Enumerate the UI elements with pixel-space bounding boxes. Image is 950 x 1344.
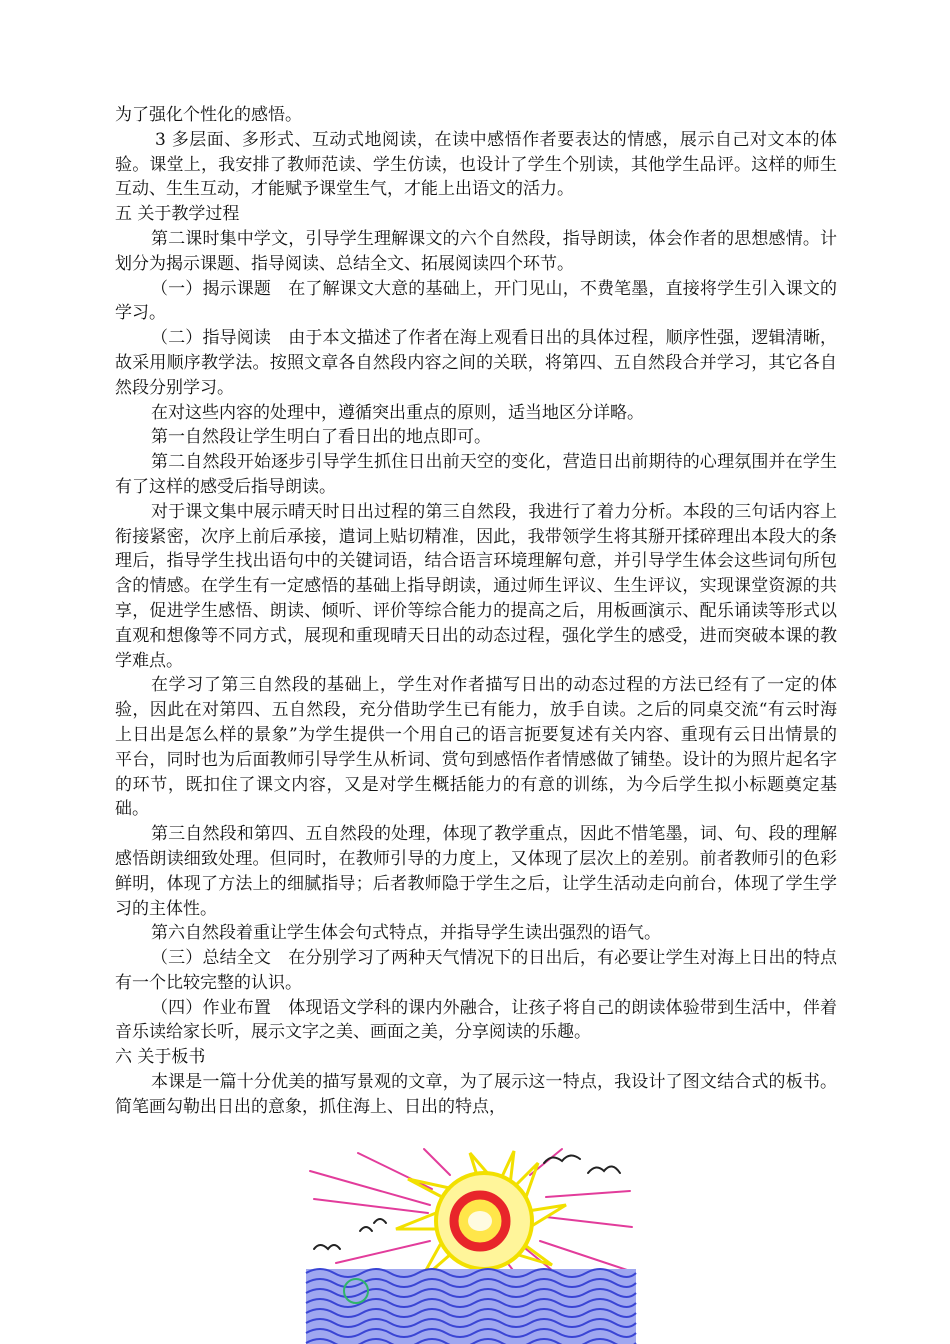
section-heading-blackboard: 六 关于板书 — [115, 1047, 206, 1068]
paragraph-emphasis: 在对这些内容的处理中，遵循突出重点的原则，适当地区分详略。 — [151, 402, 644, 423]
paragraph-homework: （四）作业布置 体现语文学科的课内外融合，让孩子将自己的朗读体验带到生活中，伴着音乐读给家长听，展示文字之美、画面之美，分享阅读的乐趣。 — [115, 997, 837, 1043]
paragraph-second-section: 第二自然段开始逐步引导学生抓住日出前天空的变化，营造日出前期待的心理氛围并在学生有了这样的感受后指导朗读。 — [115, 452, 837, 497]
paragraph-reveal-topic: （一）揭示课题 在了解课文大意的基础上，开门见山，不费笔墨，直接将学生引入课文的学习。 — [115, 278, 837, 324]
sea — [306, 1269, 636, 1344]
paragraph-first-section: 第一自然段让学生明白了看日出的地点即可。 — [151, 427, 491, 448]
paragraph-guided-reading: （二）指导阅读 由于本文描述了作者在海上观看日出的具体过程，顺序性强，逻辑清晰，故采用顺序教学法。按照文章各自然段内容之间的关联，将第四、五自然段合并学习，其它各自然段分别学习。 — [115, 328, 837, 398]
paragraph-blackboard: 本课是一篇十分优美的描写景观的文章，为了展示这一特点，我设计了图文结合式的板书。简笔画勾勒出日出的意象，抓住海上、日出的特点， — [115, 1072, 837, 1117]
document-body — [115, 103, 837, 1120]
paragraph-sixth-section: 第六自然段着重让学生体会句式特点，并指导学生读出强烈的语气。 — [151, 923, 661, 944]
paragraph-third-section: 对于课文集中展示晴天时日出过程的第三自然段，我进行了着力分析。本段的三句话内容上衔接紧密，次序上前后承接，遣词上贴切精准，因此，我带领学生将其掰开揉碎理出本段大的条理后，指导学生找出语句中的关键词语，结合语言环境理解句意，并引导学生体会这些词句所包含的情感。在学生有一定感悟的基础上指导朗读，通过师生评议、生生评议，实现课堂资源的共享，促进学生感悟、朗读、倾听、评价等综合能力的提高之后，用板画演示、配乐诵读等形式以直观和想像等不同方式，展现和重现晴天日出的动态过程，强化学生的感受，进而突破本课的教学难点。 — [115, 501, 837, 671]
sun-center — [468, 1211, 492, 1231]
section-heading-teaching-process: 五 关于教学过程 — [115, 204, 240, 225]
paragraph-teaching-focus: 第三自然段和第四、五自然段的处理，体现了教学重点，因此不惜笔墨，词、句、段的理解感悟朗读细致处理。但同时，在教师引导的力度上，又体现了层次上的差别。前者教师引的色彩鲜明，体现了方法上的细腻指导；后者教师隐于学生之后，让学生活动走向前台，体现了学生学习的主体性。 — [115, 824, 837, 919]
paragraph-summary: （三）总结全文 在分别学习了两种天气情况下的日出后，有必要让学生对海上日出的特点有一个比较完整的认识。 — [115, 948, 837, 993]
paragraph-multi-reading: 3 多层面、多形式、互动式地阅读，在读中感悟作者要表达的情感，展示自己对文本的体验。课堂上，我安排了教师范读、学生仿读，也设计了学生个别读，其他学生品评。这样的师生互动、生生互动，才能赋予课堂生气，才能上出语文的活力。 — [115, 129, 837, 200]
paragraph-second-lesson: 第二课时集中学文，引导学生理解课文的六个自然段，指导朗读，体会作者的思想感情。计划分为揭示课题、指导阅读、总结全文、拓展阅读四个环节。 — [115, 228, 837, 274]
sun-over-sea-drawing — [300, 1145, 640, 1344]
paragraph-intro: 为了强化个性化的感悟。 — [115, 105, 302, 125]
paragraph-fourth-fifth-section: 在学习了第三自然段的基础上，学生对作者描写日出的动态过程的方法已经有了一定的体验，因此在对第四、五自然段，充分借助学生已有能力，放手自读。之后的同桌交流“有云时海上日出是怎么样的景象”为学生提供一个用自己的语言扼要复述有关内容、重现有云日出情景的平台，同时也为后面教师引导学生从析词、赏句到感悟作者情感做了铺垫。设计的为照片起名字的环节，既扣住了课文内容，又是对学生概括能力的有意的训练，为今后学生拟小标题奠定基础。 — [115, 675, 837, 820]
